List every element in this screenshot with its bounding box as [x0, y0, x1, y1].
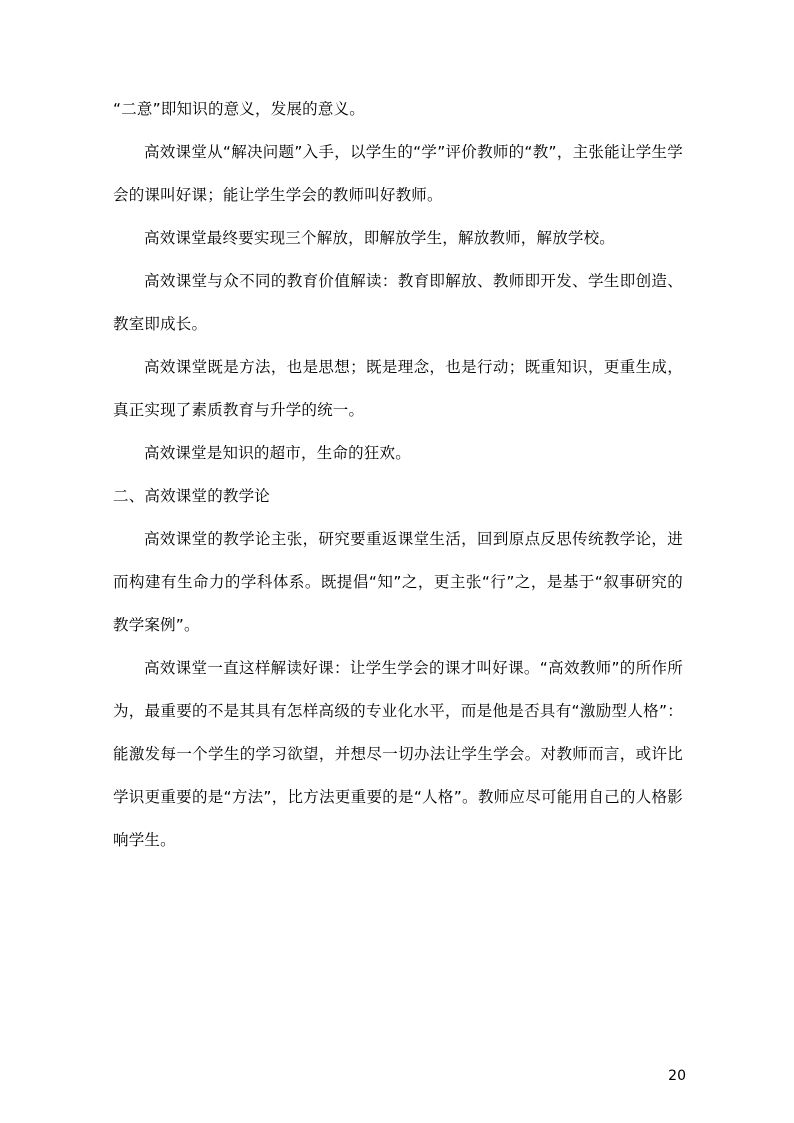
paragraph-6: 高效课堂是知识的超市，生命的狂欢。 [144, 444, 411, 462]
page-number: 20 [668, 1068, 686, 1084]
paragraph-1: “二意”即知识的意义，发展的意义。 [113, 100, 365, 118]
paragraph-9: 高效课堂一直这样解读好课：让学生学会的课才叫好课。“高效教师”的所作所为，最重要的不是其具有怎样高级的专业化水平，而是他是否具有“激励型人格”：能激发每一个学生的学习欲望，并想尽一切办法让学生学会。对教师而言，或许比学识更重要的是“方法”，比方法更重要的是“人格”。教师应尽可能用自己的人格影响学生。 [113, 659, 683, 849]
paragraph-4: 高效课堂与众不同的教育价值解读：教育即解放、教师即开发、学生即创造、教室即成长。 [113, 272, 683, 333]
paragraph-2: 高效课堂从“解决问题”入手，以学生的“学”评价教师的“教”，主张能让学生学会的课叫好课；能让学生学会的教师叫好教师。 [113, 143, 683, 204]
document-body [113, 88, 683, 862]
paragraph-5: 高效课堂既是方法，也是思想；既是理念，也是行动；既重知识，更重生成，真正实现了素质教育与升学的统一。 [113, 358, 683, 419]
paragraph-8: 高效课堂的教学论主张，研究要重返课堂生活，回到原点反思传统教学论，进而构建有生命力的学科体系。既提倡“知”之，更主张“行”之，是基于“叙事研究的教学案例”。 [113, 530, 683, 634]
paragraph-3: 高效课堂最终要实现三个解放，即解放学生，解放教师，解放学校。 [144, 229, 616, 247]
section-heading-2: 二、高效课堂的教学论 [113, 487, 271, 505]
